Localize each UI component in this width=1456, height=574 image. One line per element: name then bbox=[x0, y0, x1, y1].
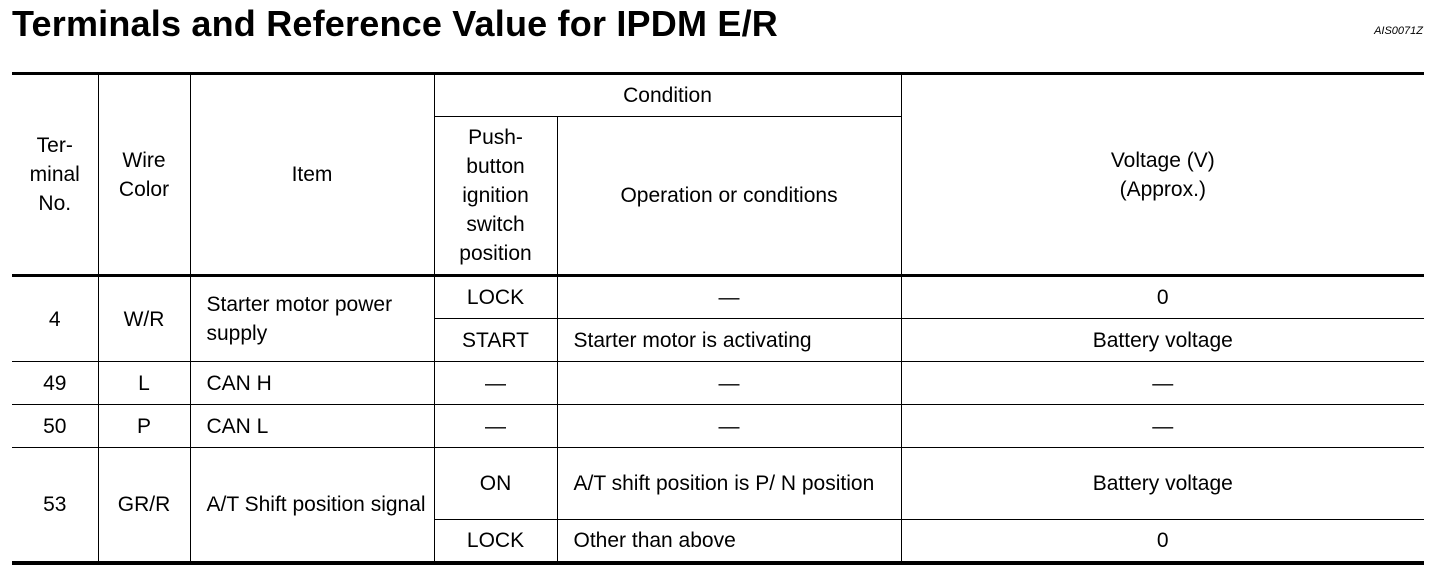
table-row bbox=[12, 448, 1424, 520]
table-row bbox=[12, 276, 1424, 319]
header-voltage: Voltage (V) (Approx.) bbox=[901, 74, 1424, 276]
item-cell: Starter motor power supply bbox=[190, 276, 434, 362]
header-ignition-position: Push- button ignition switch position bbox=[434, 117, 557, 276]
table-header-row bbox=[12, 74, 1424, 117]
operation-cell: — bbox=[557, 276, 901, 319]
operation-cell: — bbox=[557, 405, 901, 448]
item-cell: A/T Shift position signal bbox=[190, 448, 434, 563]
item-cell: CAN L bbox=[190, 405, 434, 448]
position-cell: LOCK bbox=[434, 276, 557, 319]
header-operation: Operation or conditions bbox=[557, 117, 901, 276]
terminal-cell: 4 bbox=[12, 276, 98, 362]
page-title: Terminals and Reference Value for IPDM E/R bbox=[12, 3, 778, 44]
terminal-cell: 53 bbox=[12, 448, 98, 563]
voltage-cell: Battery voltage bbox=[901, 319, 1424, 362]
operation-cell: A/T shift position is P/ N position bbox=[557, 448, 901, 520]
item-cell: CAN H bbox=[190, 362, 434, 405]
voltage-cell: — bbox=[901, 362, 1424, 405]
header-wire-color: Wire Color bbox=[98, 74, 190, 276]
voltage-cell: 0 bbox=[901, 276, 1424, 319]
position-cell: ON bbox=[434, 448, 557, 520]
operation-cell: — bbox=[557, 362, 901, 405]
reference-code: AIS0071Z bbox=[1374, 25, 1423, 37]
terminal-cell: 50 bbox=[12, 405, 98, 448]
terminal-cell: 49 bbox=[12, 362, 98, 405]
position-cell: — bbox=[434, 362, 557, 405]
header-item: Item bbox=[190, 74, 434, 276]
header-condition: Condition bbox=[434, 74, 901, 117]
wire-color-cell: W/R bbox=[98, 276, 190, 362]
wire-color-cell: L bbox=[98, 362, 190, 405]
voltage-cell: 0 bbox=[901, 520, 1424, 563]
operation-cell: Other than above bbox=[557, 520, 901, 563]
operation-cell: Starter motor is activating bbox=[557, 319, 901, 362]
table-row bbox=[12, 405, 1424, 448]
position-cell: START bbox=[434, 319, 557, 362]
wire-color-cell: P bbox=[98, 405, 190, 448]
table-row bbox=[12, 362, 1424, 405]
terminal-reference-table bbox=[12, 72, 1424, 565]
position-cell: LOCK bbox=[434, 520, 557, 563]
header-terminal-no: Ter- minal No. bbox=[12, 74, 98, 276]
wire-color-cell: GR/R bbox=[98, 448, 190, 563]
voltage-cell: — bbox=[901, 405, 1424, 448]
voltage-cell: Battery voltage bbox=[901, 448, 1424, 520]
position-cell: — bbox=[434, 405, 557, 448]
